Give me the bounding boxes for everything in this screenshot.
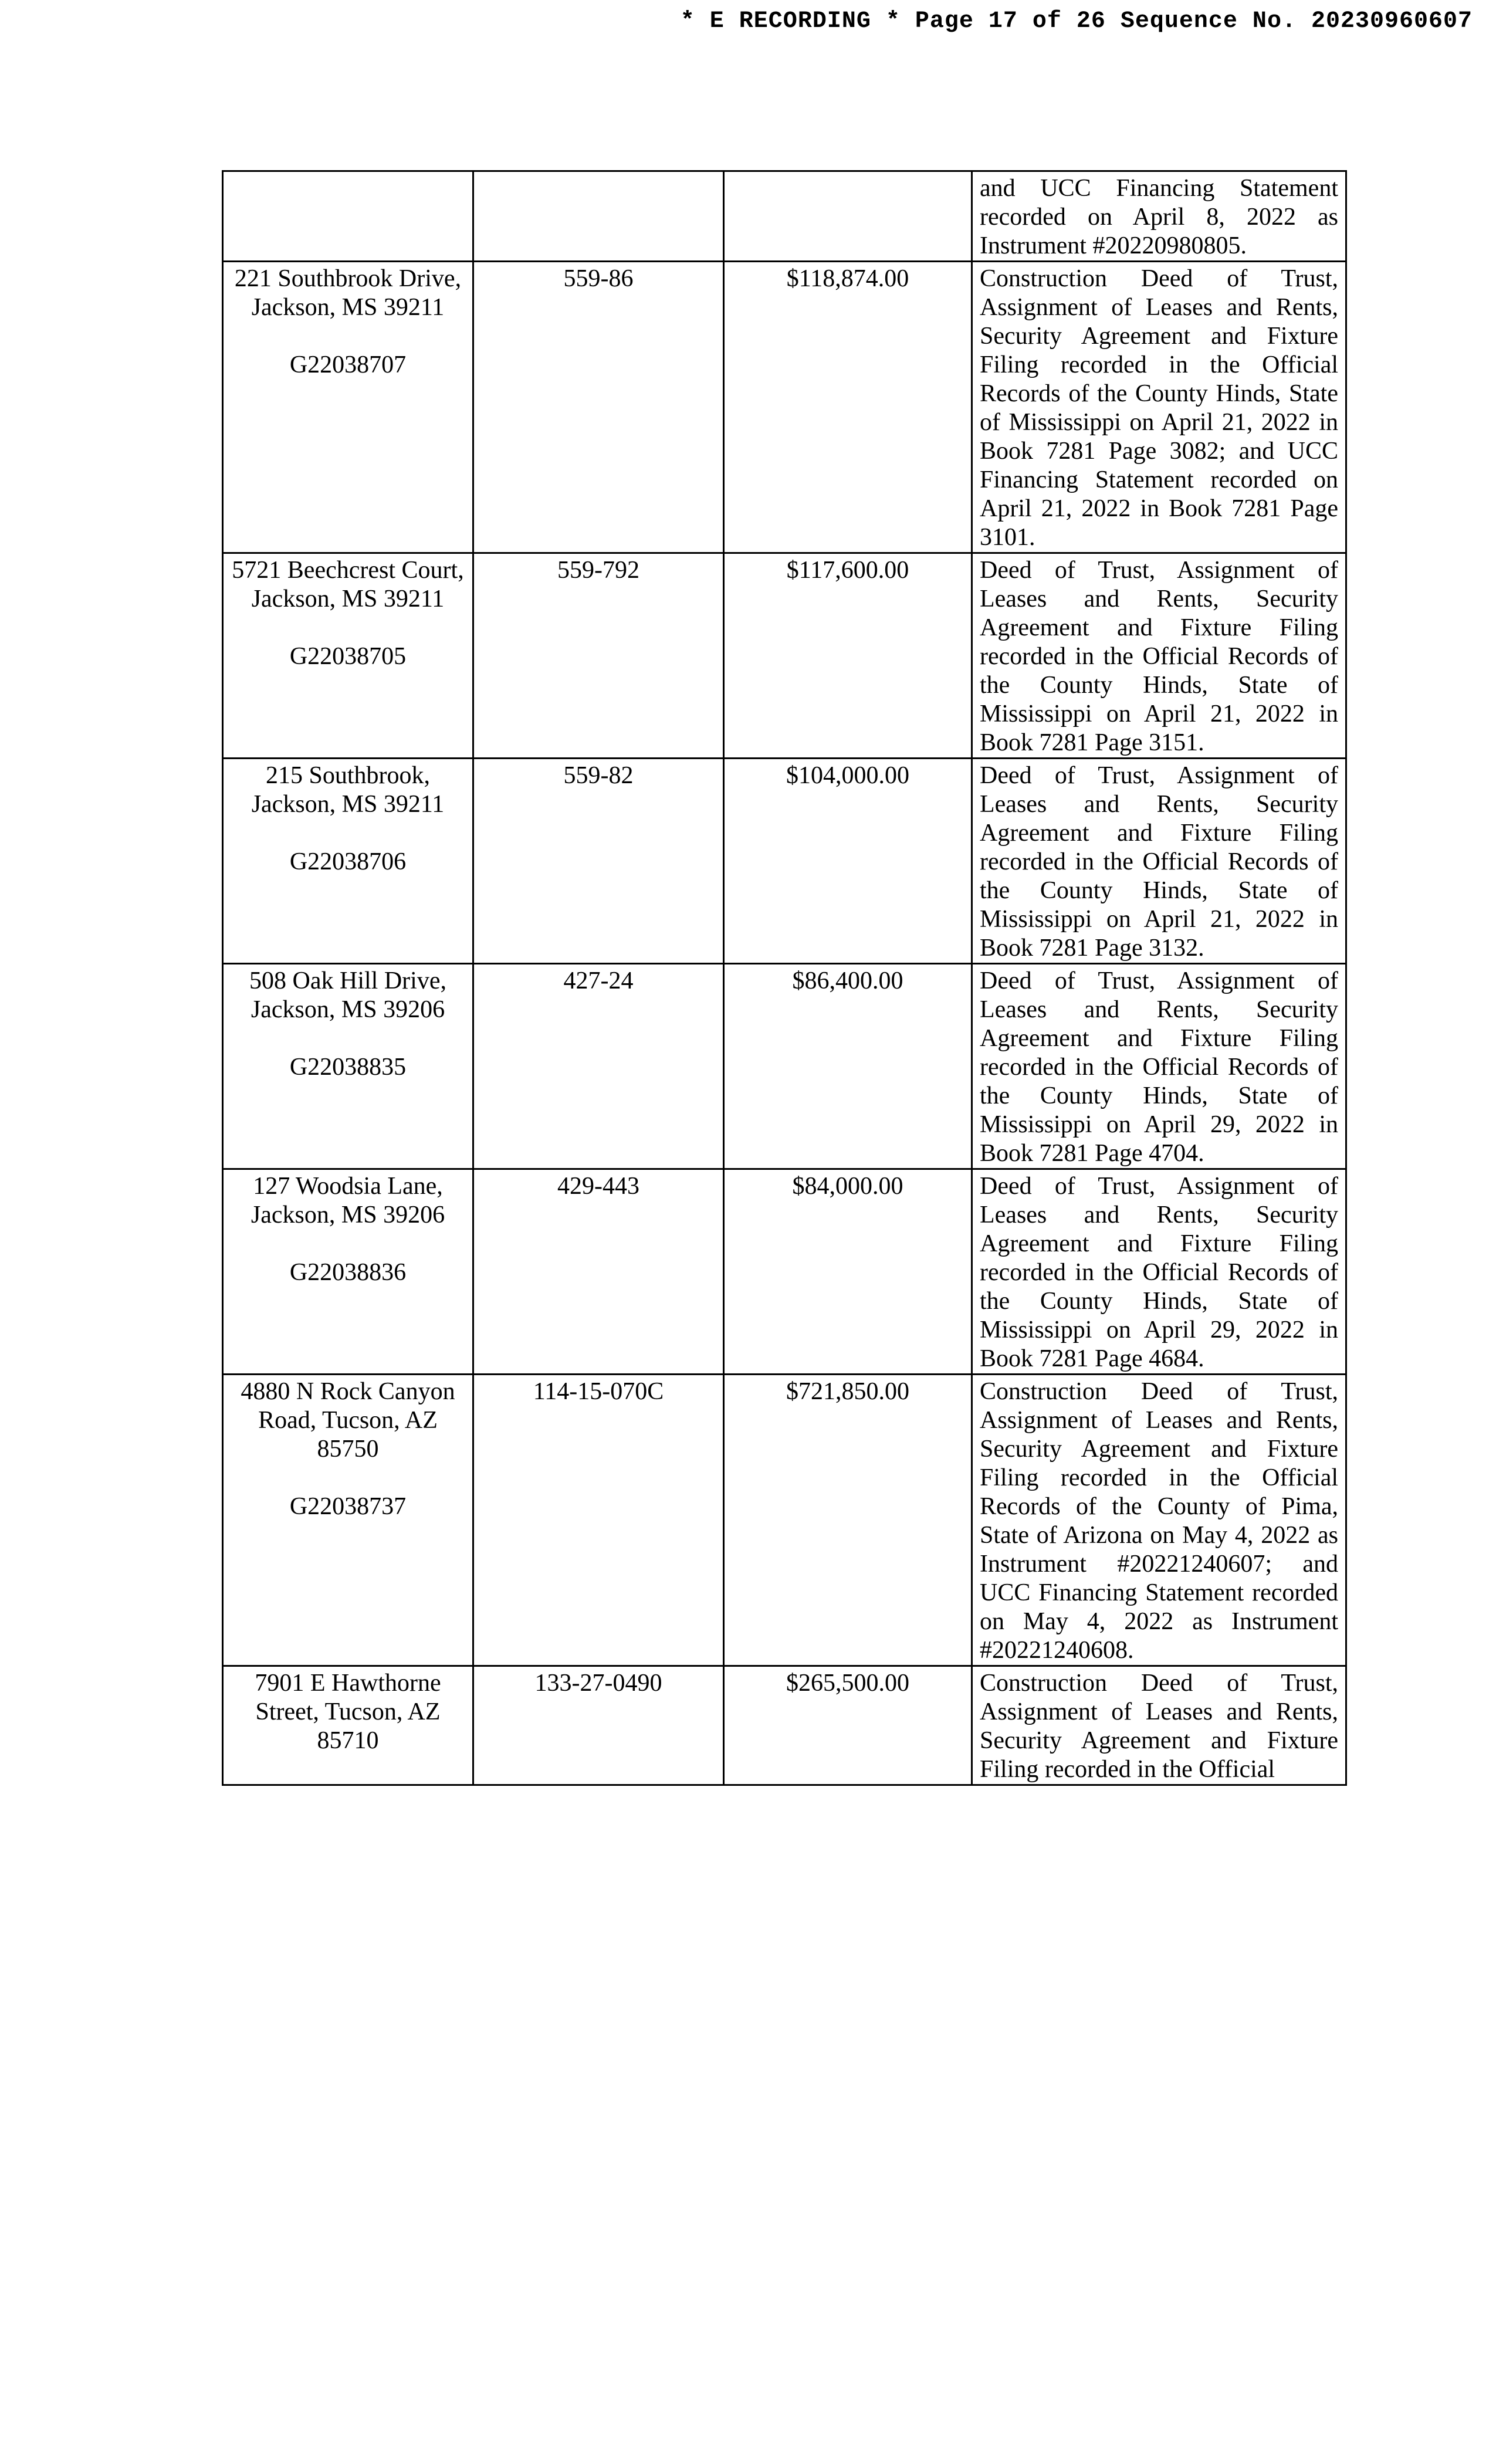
address-text: 7901 E Hawthorne Street, Tucson, AZ 85710	[255, 1670, 441, 1754]
table-row	[223, 759, 1346, 964]
parcel-cell	[473, 171, 724, 262]
description-cell	[972, 553, 1346, 759]
address-cell	[223, 759, 473, 964]
parcel-cell: 559-82	[473, 759, 724, 964]
amount-cell	[724, 171, 972, 262]
loan-id: G22038706	[289, 848, 407, 875]
amount-cell: $721,850.00	[724, 1375, 972, 1666]
description-text: and UCC Financing Statement recorded on April 8, 2022 as Instrument #20220980805.	[980, 175, 1338, 259]
amount-cell: $265,500.00	[724, 1666, 972, 1785]
amount-cell: $117,600.00	[724, 553, 972, 759]
description-cell	[972, 262, 1346, 553]
description-cell	[972, 1666, 1346, 1785]
address-text: 127 Woodsia Lane, Jackson, MS 39206	[251, 1173, 445, 1228]
loan-id: G22038835	[289, 1054, 407, 1081]
address-text: 4880 N Rock Canyon Road, Tucson, AZ 85750	[241, 1378, 455, 1463]
description-text: Deed of Trust, Assignment of Leases and Rents, Security Agreement and Fixture Filing recorded in the Official Records of the County Hinds, State of Mississippi on April 21, 2022 in Book 7281 Page 3132.	[980, 762, 1338, 962]
address-text: 508 Oak Hill Drive, Jackson, MS 39206	[249, 967, 446, 1023]
loan-id: G22038836	[289, 1259, 407, 1286]
description-cell	[972, 759, 1346, 964]
parcel-cell: 114-15-070C	[473, 1375, 724, 1666]
description-text: Deed of Trust, Assignment of Leases and Rents, Security Agreement and Fixture Filing recorded in the Official Records of the County Hinds, State of Mississippi on April 29, 2022 in Book 7281 Page 4684.	[980, 1173, 1338, 1372]
table-row	[223, 964, 1346, 1169]
recording-header: * E RECORDING * Page 17 of 26 Sequence No. 20230960607	[680, 8, 1473, 35]
description-cell	[972, 1375, 1346, 1666]
table-row	[223, 553, 1346, 759]
parcel-cell: 559-792	[473, 553, 724, 759]
description-text: Construction Deed of Trust, Assignment of Leases and Rents, Security Agreement and Fixture Filing recorded in the Official Records of the County Hinds, State of Mississippi on April 21, 2022 in Book 7281 Page 3082; and UCC Financing Statement recorded on April 21, 2022 in Book 7281 Page 3101.	[980, 265, 1338, 551]
table-row	[223, 262, 1346, 553]
address-text: 5721 Beechcrest Court, Jackson, MS 39211	[232, 557, 464, 612]
description-text: Deed of Trust, Assignment of Leases and Rents, Security Agreement and Fixture Filing recorded in the Official Records of the County Hinds, State of Mississippi on April 21, 2022 in Book 7281 Page 3151.	[980, 557, 1338, 756]
parcel-cell: 133-27-0490	[473, 1666, 724, 1785]
address-text: 215 Southbrook, Jackson, MS 39211	[251, 762, 445, 818]
description-cell	[972, 1169, 1346, 1375]
address-cell	[223, 1666, 473, 1785]
parcel-cell: 427-24	[473, 964, 724, 1169]
table-row	[223, 171, 1346, 262]
loan-id: G22038707	[289, 351, 407, 378]
address-cell	[223, 964, 473, 1169]
property-records-table	[222, 170, 1347, 1786]
description-text: Construction Deed of Trust, Assignment of Leases and Rents, Security Agreement and Fixture Filing recorded in the Official	[980, 1670, 1338, 1783]
amount-cell: $104,000.00	[724, 759, 972, 964]
address-cell	[223, 262, 473, 553]
address-cell	[223, 1169, 473, 1375]
amount-cell: $86,400.00	[724, 964, 972, 1169]
loan-id: G22038737	[289, 1493, 407, 1520]
parcel-cell: 429-443	[473, 1169, 724, 1375]
description-text: Construction Deed of Trust, Assignment of Leases and Rents, Security Agreement and Fixture Filing recorded in the Official Records of the County of Pima, State of Arizona on May 4, 2022 as Instrument #20221240607; and UCC Financing Statement recorded on May 4, 2022 as Instrument #20221240608.	[980, 1378, 1338, 1664]
loan-id: G22038705	[289, 643, 407, 670]
address-cell	[223, 171, 473, 262]
address-cell	[223, 553, 473, 759]
table-row	[223, 1169, 1346, 1375]
table-row	[223, 1375, 1346, 1666]
address-text: 221 Southbrook Drive, Jackson, MS 39211	[234, 265, 462, 321]
parcel-cell: 559-86	[473, 262, 724, 553]
address-cell	[223, 1375, 473, 1666]
table-row	[223, 1666, 1346, 1785]
description-text: Deed of Trust, Assignment of Leases and Rents, Security Agreement and Fixture Filing recorded in the Official Records of the County Hinds, State of Mississippi on April 29, 2022 in Book 7281 Page 4704.	[980, 967, 1338, 1167]
amount-cell: $84,000.00	[724, 1169, 972, 1375]
amount-cell: $118,874.00	[724, 262, 972, 553]
description-cell	[972, 964, 1346, 1169]
description-cell	[972, 171, 1346, 262]
